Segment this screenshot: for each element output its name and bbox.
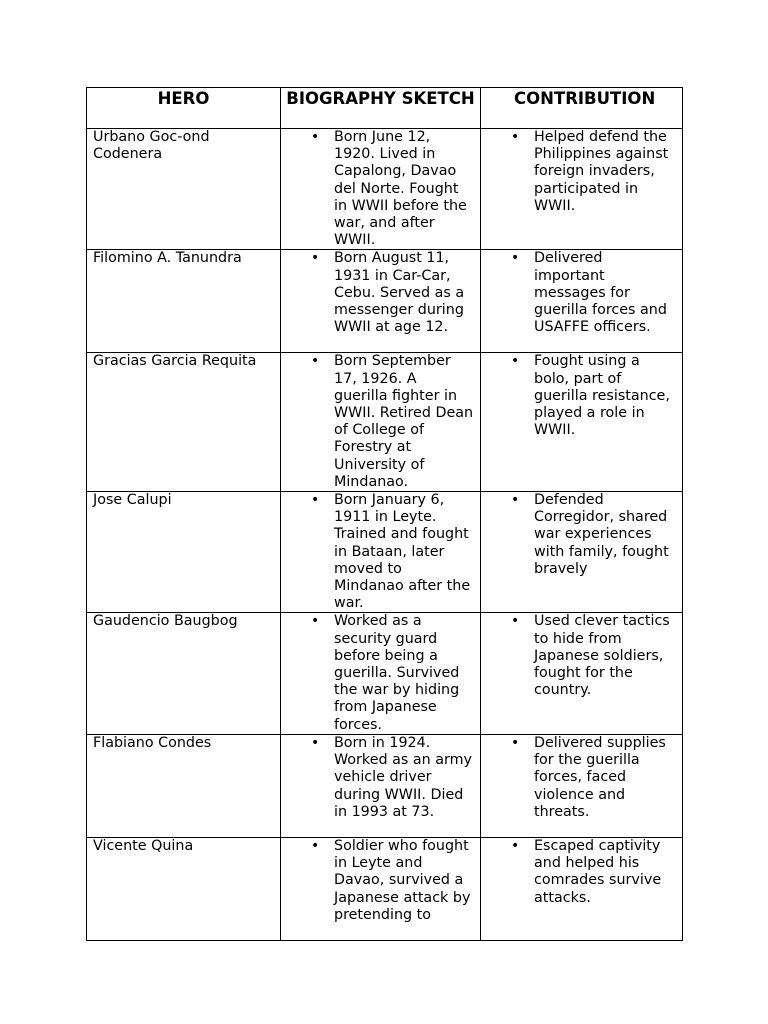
bullet-icon: •	[311, 250, 320, 267]
biography-text: Born August 11, 1931 in Car-Car, Cebu. Served as a messenger during WWII at age 12.	[334, 250, 465, 336]
contribution-text: Delivered important messages for guerilla forces and USAFFE officers.	[534, 250, 667, 336]
table-row	[87, 492, 683, 613]
biography-cell	[281, 837, 481, 940]
hero-name-cell: Filomino A. Tanundra	[87, 250, 281, 353]
header-row	[87, 88, 683, 129]
contribution-cell	[481, 492, 683, 613]
hero-name-cell: Gracias Garcia Requita	[87, 353, 281, 492]
bullet-icon: •	[311, 129, 320, 145]
hero-name-cell: Gaudencio Baugbog	[87, 613, 281, 734]
bullet-icon: •	[511, 613, 520, 630]
heroes-table	[86, 87, 683, 941]
table-row	[87, 129, 683, 250]
hero-name-cell: Flabiano Condes	[87, 734, 281, 837]
biography-cell	[281, 353, 481, 492]
biography-cell	[281, 613, 481, 734]
contribution-cell	[481, 837, 683, 940]
table-row	[87, 353, 683, 492]
biography-text: Soldier who fought in Leyte and Davao, survived a Japanese attack by pretending to	[334, 837, 471, 923]
biography-text: Born September 17, 1926. A guerilla fighter in WWII. Retired Dean of College of Forestry at University of Mindanao.	[334, 353, 474, 490]
bullet-icon: •	[511, 734, 520, 751]
hero-name-cell: Vicente Quina	[87, 837, 281, 940]
bullet-icon: •	[511, 837, 520, 854]
header-contribution: CONTRIBUTION	[481, 88, 683, 129]
hero-name-cell: Jose Calupi	[87, 492, 281, 613]
bullet-icon: •	[311, 353, 320, 370]
contribution-text: Defended Corregidor, shared war experiences with family, fought bravely	[534, 492, 669, 577]
contribution-cell	[481, 353, 683, 492]
contribution-text: Fought using a bolo, part of guerilla resistance, played a role in WWII.	[534, 353, 670, 439]
contribution-cell	[481, 734, 683, 837]
contribution-cell	[481, 613, 683, 734]
bullet-icon: •	[311, 837, 320, 854]
biography-cell	[281, 129, 481, 250]
bullet-icon: •	[311, 492, 320, 509]
bullet-icon: •	[511, 129, 520, 145]
bullet-icon: •	[511, 250, 520, 267]
biography-text: Born January 6, 1911 in Leyte. Trained and fought in Bataan, later moved to Mindanao after the war.	[334, 492, 471, 612]
biography-text: Born June 12, 1920. Lived in Capalong, Davao del Norte. Fought in WWII before the war, and after WWII.	[334, 129, 467, 249]
biography-cell	[281, 734, 481, 837]
contribution-text: Used clever tactics to hide from Japanese soldiers, fought for the country.	[534, 613, 670, 699]
bullet-icon: •	[311, 613, 320, 630]
bullet-icon: •	[511, 492, 520, 509]
contribution-cell	[481, 250, 683, 353]
biography-cell	[281, 492, 481, 613]
header-biography: BIOGRAPHY SKETCH	[281, 88, 481, 129]
table-row	[87, 613, 683, 734]
table-body	[87, 129, 683, 941]
bullet-icon: •	[511, 353, 520, 370]
biography-text: Worked as a security guard before being a guerilla. Survived the war by hiding from Japanese forces.	[334, 613, 460, 733]
table-row	[87, 837, 683, 940]
biography-cell	[281, 250, 481, 353]
table-header	[87, 88, 683, 129]
contribution-text: Helped defend the Philippines against foreign invaders, participated in WWII.	[534, 129, 669, 214]
header-hero: HERO	[87, 88, 281, 129]
table-row	[87, 734, 683, 837]
hero-name-cell: Urbano Goc-ond Codenera	[87, 129, 281, 250]
contribution-text: Escaped captivity and helped his comrades survive attacks.	[534, 837, 662, 906]
contribution-text: Delivered supplies for the guerilla forces, faced violence and threats.	[534, 734, 666, 820]
contribution-cell	[481, 129, 683, 250]
biography-text: Born in 1924. Worked as an army vehicle driver during WWII. Died in 1993 at 73.	[334, 734, 473, 820]
table-row	[87, 250, 683, 353]
bullet-icon: •	[311, 734, 320, 751]
